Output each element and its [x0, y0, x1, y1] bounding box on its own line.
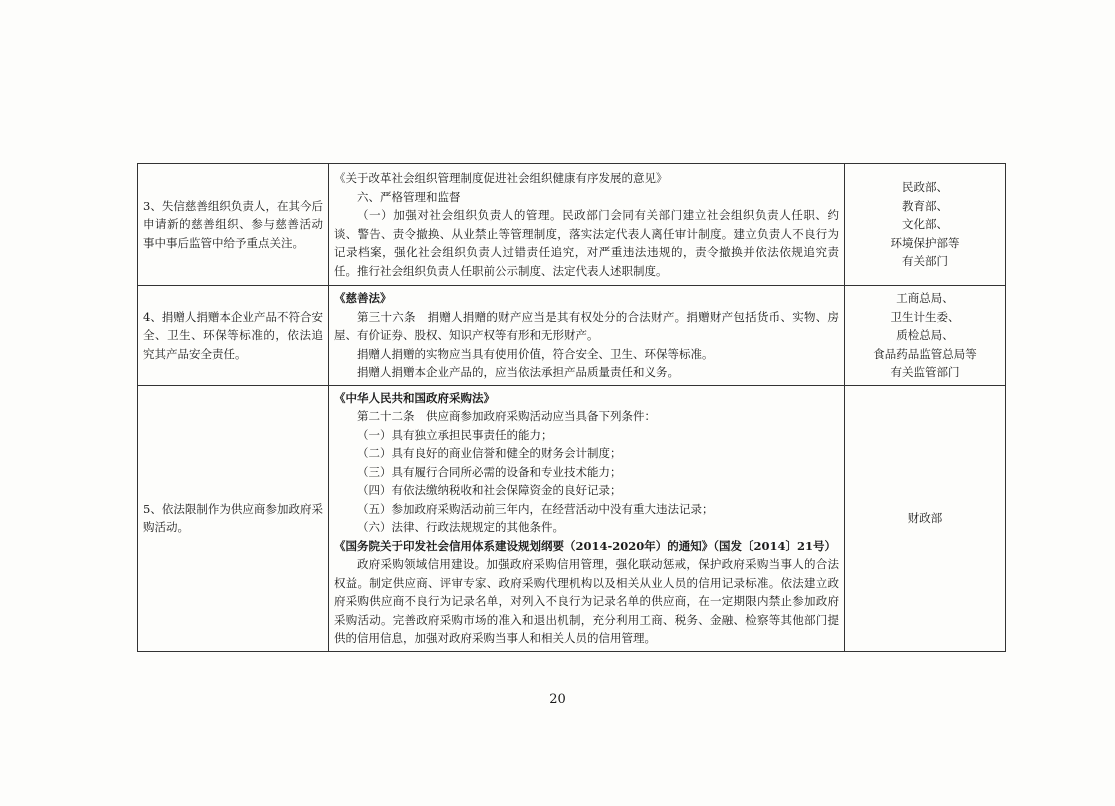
department: 工商总局、 [896, 291, 954, 305]
basis-title: 《关于改革社会组织管理制度促进社会组织健康有序发展的意见》 [334, 171, 668, 185]
department: 环境保护部等 [890, 235, 960, 250]
basis-line: 捐赠人捐赠的实物应当具有使用价值，符合安全、卫生、环保等标准。 [357, 346, 714, 361]
basis-line: （五）参加政府采购活动前三年内，在经营活动中没有重大违法记录； [357, 501, 714, 516]
department: 质检总局、 [896, 328, 954, 342]
basis-title-2: 《国务院关于印发社会信用体系建设规划纲要（2014-2020年）的通知》（国发〔2014〕21号） [334, 538, 837, 553]
department: 教育部、 [902, 198, 948, 213]
measures-table [137, 163, 1006, 652]
basis-line: （一）加强对社会组织负责人的管理。民政部门会同有关部门建立社会组织负责人任职、约谈、警告、责令撤换、从业禁止等管理制度，落实法定代表人离任审计制度。建立负责人不良行为记录档案，强化社会组织负责人过错责任追究，对严重违法违规的，责令撤换并依法依规追究责任。推行社会组织负责人任职前公示制度、法定代表人述职制度。 [334, 208, 839, 278]
page-number: 20 [549, 692, 566, 707]
measure-cell [138, 164, 329, 286]
basis-line: （六）法律、行政法规规定的其他条件。 [357, 520, 564, 534]
department: 有关部门 [902, 254, 948, 269]
department-cell [845, 286, 1006, 386]
department: 有关监管部门 [890, 365, 960, 379]
basis-line: （二）具有良好的商业信誉和健全的财务会计制度； [357, 446, 622, 460]
measure-cell [138, 385, 329, 651]
department-cell [845, 385, 1006, 651]
measure-text: 5、依法限制作为供应商参加政府采购活动。 [143, 501, 323, 534]
basis-line: （一）具有独立承担民事责任的能力； [357, 427, 553, 442]
measure-text: 3、失信慈善组织负责人，在其今后申请新的慈善组织、参与慈善活动事中事后监管中给予重点关注。 [143, 198, 323, 250]
table-row [138, 164, 1006, 286]
measure-text: 4、捐赠人捐赠本企业产品不符合安全、卫生、环保等标准的，依法追究其产品安全责任。 [143, 309, 323, 361]
table-row [138, 286, 1006, 386]
department: 财政部 [907, 510, 943, 525]
basis-cell [329, 286, 845, 386]
basis-line: 捐赠人捐赠本企业产品的，应当依法承担产品质量责任和义务。 [357, 365, 679, 379]
department: 食品药品监管总局等 [873, 346, 977, 361]
department: 文化部、 [902, 217, 948, 232]
basis-line: 第二十二条 供应商参加政府采购活动应当具备下列条件： [357, 409, 656, 423]
basis-line: （三）具有履行合同所必需的设备和专业技术能力； [357, 464, 622, 479]
basis-title: 《慈善法》 [334, 291, 392, 305]
measure-cell [138, 286, 329, 386]
basis-line: 六、严格管理和监督 [357, 189, 461, 204]
basis-cell [329, 164, 845, 286]
basis-cell [329, 385, 845, 651]
table-row [138, 385, 1006, 651]
basis-line: 第三十六条 捐赠人捐赠的财产应当是其有权处分的合法财产。捐赠财产包括货币、实物、房屋、有价证券、股权、知识产权等有形和无形财产。 [334, 309, 839, 342]
department: 卫生计生委、 [890, 309, 960, 324]
basis-title: 《中华人民共和国政府采购法》 [334, 390, 495, 405]
basis-line: 政府采购领域信用建设。加强政府采购信用管理，强化联动惩戒，保护政府采购当事人的合法权益。制定供应商、评审专家、政府采购代理机构以及相关从业人员的信用记录标准。依法建立政府采购供应商不良行为记录名单，对列入不良行为记录名单的供应商，在一定期限内禁止参加政府采购活动。完善政府采购市场的准入和退出机制，充分利用工商、税务、金融、检察等其他部门提供的信用信息，加强对政府采购当事人和相关人员的信用管理。 [334, 557, 839, 645]
department-cell [845, 164, 1006, 286]
department: 民政部、 [902, 180, 948, 195]
basis-line: （四）有依法缴纳税收和社会保障资金的良好记录； [357, 483, 622, 497]
